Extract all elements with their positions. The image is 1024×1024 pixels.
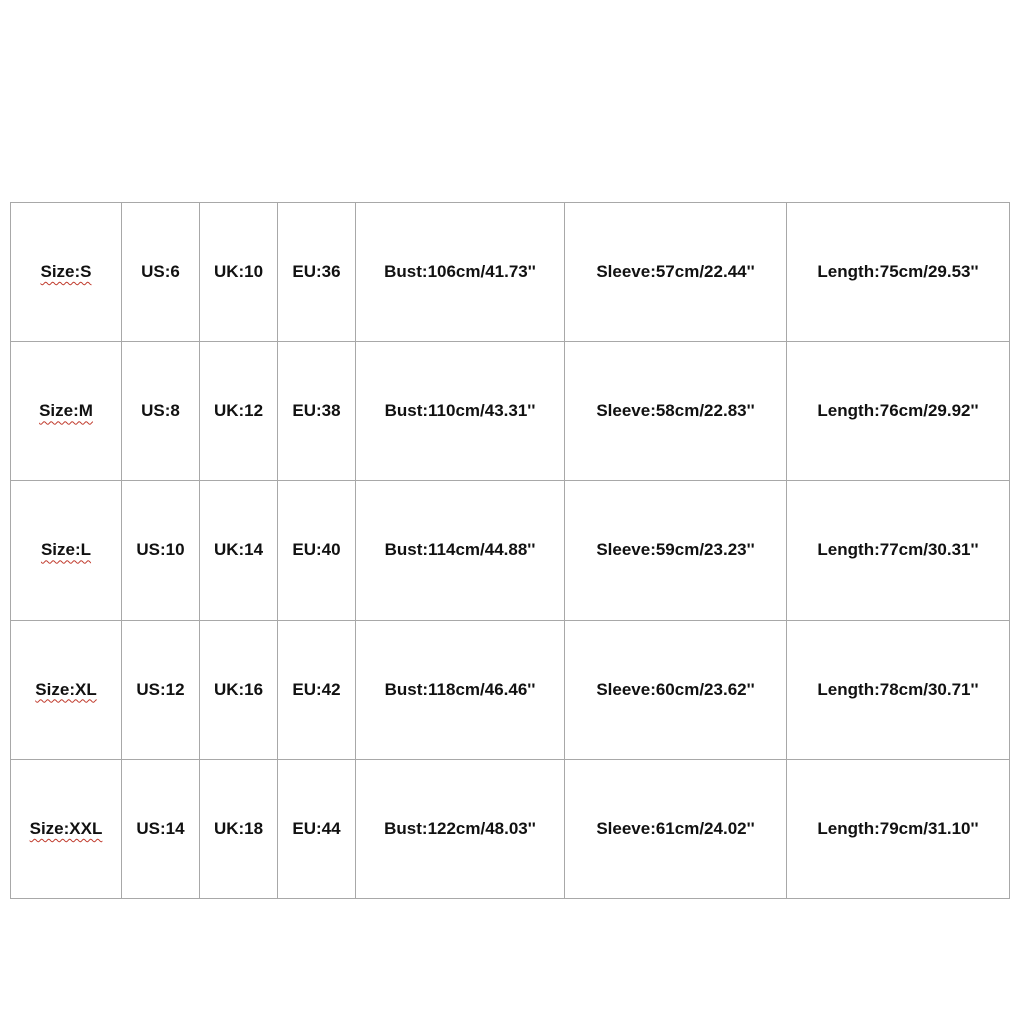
size-label: Size:S [40,262,92,282]
bust-cell: Bust:106cm/41.73'' [356,203,565,342]
us-size-cell: US:14 [122,759,200,898]
length-cell: Length:75cm/29.53'' [787,203,1010,342]
bust-cell: Bust:114cm/44.88'' [356,481,565,620]
sleeve-cell: Sleeve:60cm/23.62'' [565,620,787,759]
uk-size-cell: UK:18 [200,759,278,898]
sleeve-cell: Sleeve:59cm/23.23'' [565,481,787,620]
size-label: Size:L [40,540,92,560]
table-row [11,759,1010,898]
bust-cell: Bust:110cm/43.31'' [356,342,565,481]
sleeve-cell: Sleeve:58cm/22.83'' [565,342,787,481]
eu-size-cell: EU:44 [278,759,356,898]
uk-size-cell: UK:12 [200,342,278,481]
eu-size-cell: EU:36 [278,203,356,342]
us-size-cell: US:6 [122,203,200,342]
uk-size-cell: UK:10 [200,203,278,342]
size-label: Size:XL [35,679,97,699]
sleeve-cell: Sleeve:57cm/22.44'' [565,203,787,342]
size-cell [11,620,122,759]
size-label: Size:XXL [29,818,103,838]
size-cell [11,342,122,481]
eu-size-cell: EU:42 [278,620,356,759]
us-size-cell: US:10 [122,481,200,620]
length-cell: Length:79cm/31.10'' [787,759,1010,898]
table-row [11,342,1010,481]
eu-size-cell: EU:38 [278,342,356,481]
uk-size-cell: UK:14 [200,481,278,620]
bust-cell: Bust:118cm/46.46'' [356,620,565,759]
sleeve-cell: Sleeve:61cm/24.02'' [565,759,787,898]
size-label: Size:M [39,401,93,421]
us-size-cell: US:8 [122,342,200,481]
size-cell [11,759,122,898]
length-cell: Length:77cm/30.31'' [787,481,1010,620]
table-row [11,481,1010,620]
size-chart-table [10,202,1010,899]
eu-size-cell: EU:40 [278,481,356,620]
length-cell: Length:76cm/29.92'' [787,342,1010,481]
table-row [11,620,1010,759]
us-size-cell: US:12 [122,620,200,759]
bust-cell: Bust:122cm/48.03'' [356,759,565,898]
length-cell: Length:78cm/30.71'' [787,620,1010,759]
size-cell [11,203,122,342]
table-row [11,203,1010,342]
size-cell [11,481,122,620]
uk-size-cell: UK:16 [200,620,278,759]
